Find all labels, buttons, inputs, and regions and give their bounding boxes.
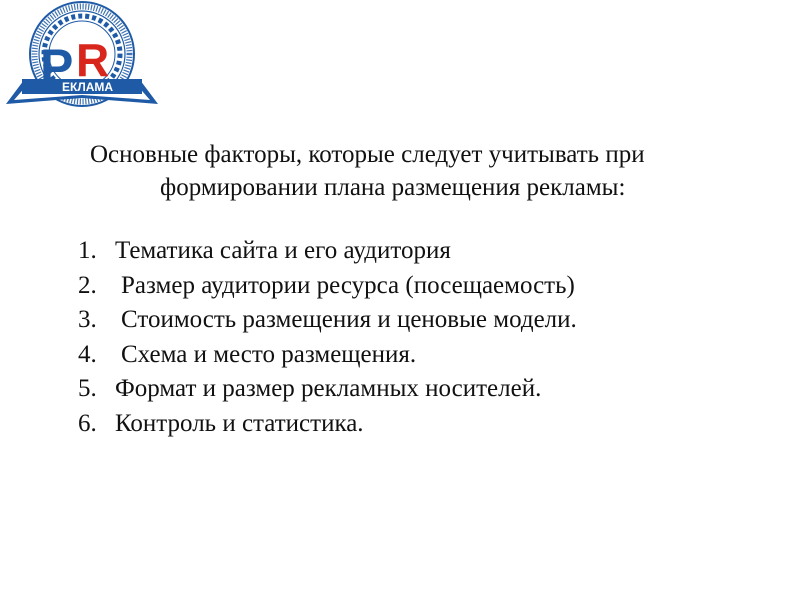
logo-emblem [0,0,162,112]
list-item [78,269,778,304]
heading-line-1: Основные факторы, которые следует учитывать при [90,141,645,168]
list-item-number: 5. [78,375,97,402]
list-item [78,338,778,373]
heading-line-2: формировании плана размещения рекламы: [160,174,626,201]
list-item-text: Формат и размер рекламных носителей. [115,375,542,402]
list-item-text: Размер аудитории ресурса (посещаемость) [121,271,575,299]
list-item-text: Схема и место размещения. [121,340,417,368]
list-item [78,372,778,407]
list-item [78,407,778,442]
svg-text:P: P [40,39,74,95]
factors-list [78,234,778,441]
list-item-text: Тематика сайта и его аудитория [115,237,451,264]
svg-text:R: R [76,34,110,86]
list-item-text: Стоимость размещения и ценовые модели. [121,306,577,333]
pr-reklama-logo [0,0,162,112]
slide-heading [90,138,770,204]
list-item-text: Контроль и статистика. [115,409,364,437]
svg-text:ЕКЛАМА: ЕКЛАМА [62,80,114,94]
list-item-number: 6. [78,409,97,437]
list-item-number: 3. [78,306,97,333]
list-item-number: 4. [78,340,97,368]
list-item-number: 1. [78,237,97,264]
list-item [78,303,778,338]
list-item [78,234,778,269]
list-item-number: 2. [78,271,97,299]
